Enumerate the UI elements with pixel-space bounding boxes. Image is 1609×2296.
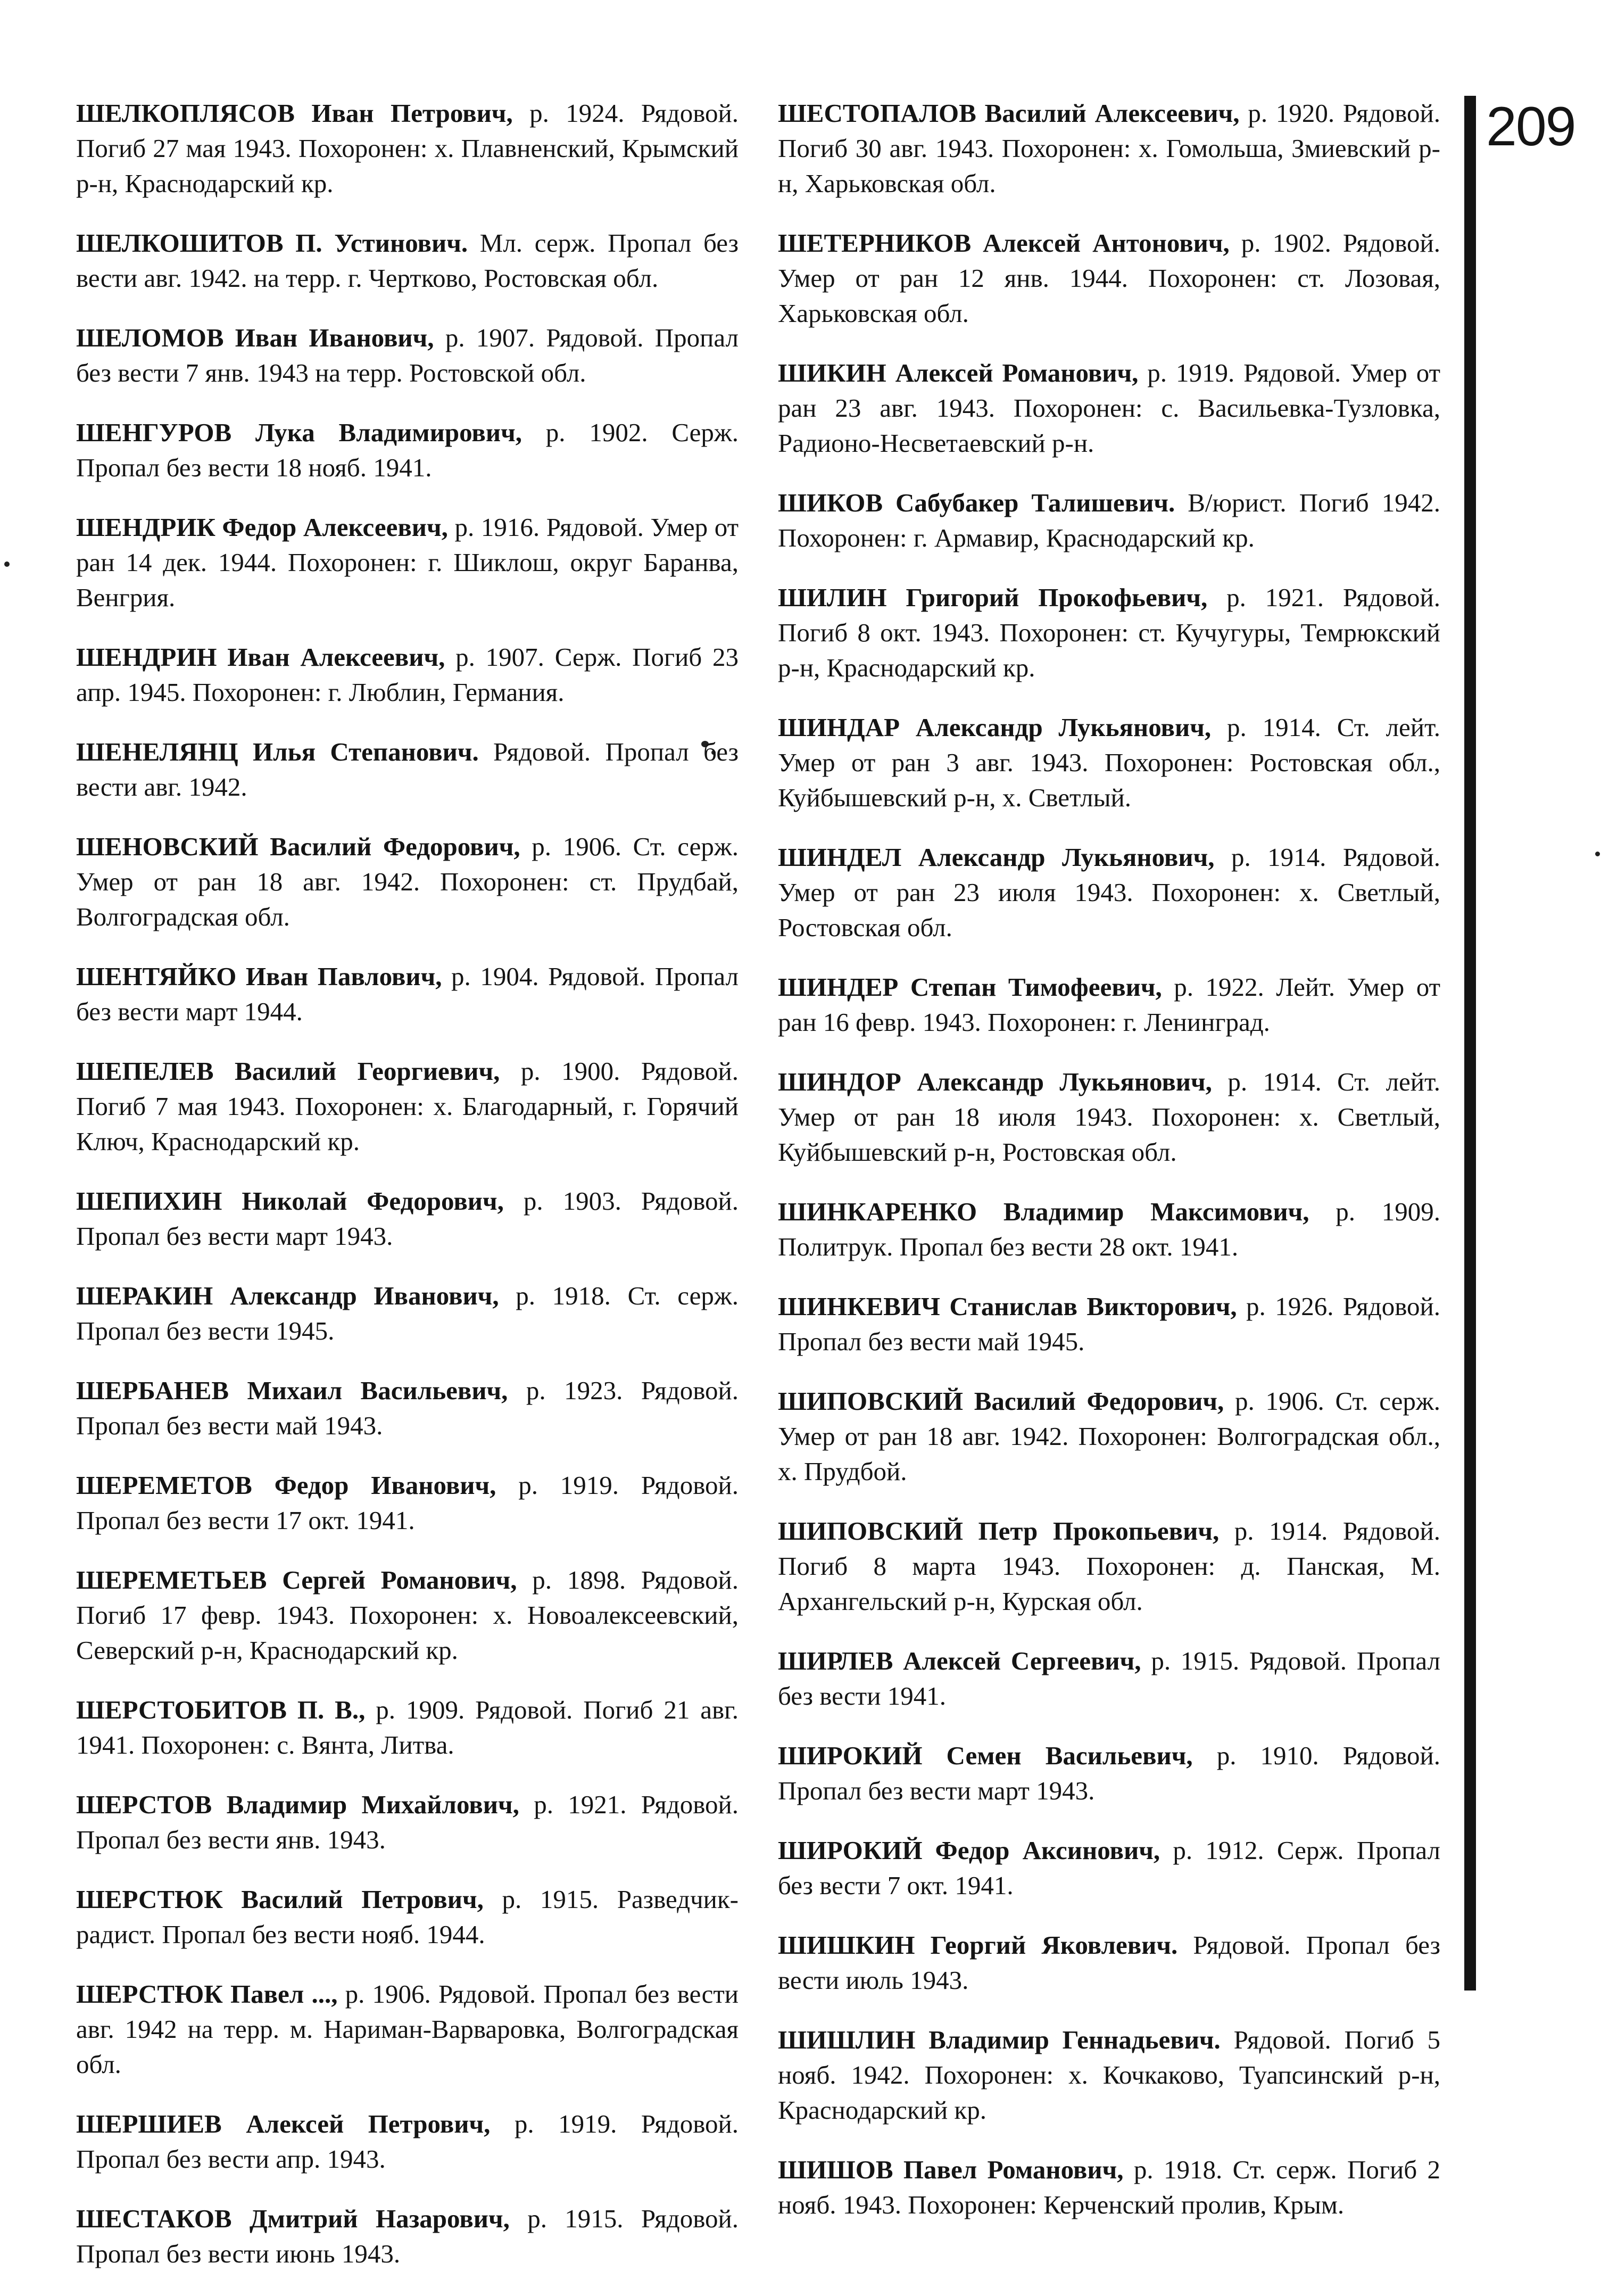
person-details: р. 1902. Рядовой. Умер от ран 12 янв. 1944. Похоронен: ст. Лозовая, Харьковская обл. <box>778 228 1440 328</box>
person-details: р. 1910. Рядовой. Пропал без вести март 1943. <box>778 1741 1440 1805</box>
person-details: р. 1904. Рядовой. Пропал без вести март 1944. <box>76 962 739 1026</box>
obituary-entry <box>76 640 739 710</box>
obituary-entry <box>778 1194 1440 1265</box>
obituary-entry <box>76 1563 739 1668</box>
obituary-entry <box>778 485 1440 556</box>
person-name: ШЕТЕРНИКОВ Алексей Антонович, <box>778 228 1230 258</box>
person-name: ШЕНГУРОВ Лука Владимирович, <box>76 418 522 447</box>
obituary-entry <box>778 356 1440 461</box>
person-details: р. 1923. Рядовой. Пропал без вести май 1943. <box>76 1376 739 1440</box>
person-details: р. 1914. Ст. лейт. Умер от ран 3 авг. 1943. Похоронен: Ростовская обл., Куйбышевский р-н, х. Светлый. <box>778 713 1441 812</box>
person-name: ШИНКАРЕНКО Владимир Максимович, <box>778 1197 1309 1226</box>
person-name: ШИНДАР Александр Лукьянович, <box>778 713 1212 742</box>
person-name: ШИШОВ Павел Романович, <box>778 2155 1124 2184</box>
person-name: ШЕСТАКОВ Дмитрий Назарович, <box>76 2204 510 2233</box>
person-name: ШЕНЕЛЯНЦ Илья Степанович. <box>76 737 479 766</box>
person-details: р. 1919. Рядовой. Пропал без вести 17 окт. 1941. <box>76 1471 739 1535</box>
person-details: р. 1921. Рядовой. Пропал без вести янв. 1943. <box>76 1790 739 1854</box>
person-details: В/юрист. Погиб 1942. Похоронен: г. Армавир, Краснодарский кр. <box>778 488 1440 552</box>
person-name: ШЕПЕЛЕВ Василий Георгиевич, <box>76 1056 500 1086</box>
person-name: ШЕРСТОБИТОВ П. В., <box>76 1695 366 1724</box>
obituary-entry <box>76 510 739 615</box>
person-details: р. 1898. Рядовой. Погиб 17 февр. 1943. Похоронен: х. Новоалексеевский, Северский р-н, Краснодарский кр. <box>76 1565 739 1665</box>
obituary-entry <box>778 226 1440 331</box>
obituary-entry <box>76 959 739 1029</box>
person-details: р. 1912. Серж. Пропал без вести 7 окт. 1941. <box>778 1836 1441 1900</box>
obituary-entry <box>76 320 739 391</box>
person-name: ШЕРСТЮК Василий Петрович, <box>76 1885 484 1914</box>
person-details: р. 1906. Ст. серж. Умер от ран 18 авг. 1942. Похоронен: ст. Прудбай, Волгоградская обл. <box>76 832 739 931</box>
person-details: р. 1909. Политрук. Пропал без вести 28 окт. 1941. <box>778 1197 1440 1261</box>
obituary-entry <box>76 829 739 935</box>
obituary-entry <box>76 2107 739 2177</box>
person-name: ШЕРСТОВ Владимир Михайлович, <box>76 1790 519 1819</box>
person-details: р. 1921. Рядовой. Погиб 8 окт. 1943. Похоронен: ст. Кучугуры, Темрюкский р-н, Краснодарский кр. <box>778 583 1440 682</box>
obituary-entry <box>76 1787 739 1857</box>
person-name: ШЕНОВСКИЙ Василий Федорович, <box>76 832 520 861</box>
person-name: ШЕЛКОПЛЯСОВ Иван Петрович, <box>76 98 513 128</box>
scan-speck <box>4 561 10 567</box>
obituary-entry <box>76 734 739 805</box>
obituary-entry <box>76 226 739 296</box>
person-details: Рядовой. Погиб 5 нояб. 1942. Похоронен: х. Кочкаково, Туапсинский р-н, Краснодарский кр. <box>778 2025 1440 2125</box>
person-name: ШЕНДРИК Федор Алексеевич, <box>76 513 448 542</box>
obituary-entry <box>778 1384 1440 1489</box>
person-name: ШЕРШИЕВ Алексей Петрович, <box>76 2109 491 2138</box>
person-details: р. 1909. Рядовой. Погиб 21 авг. 1941. Похоронен: с. Вянта, Литва. <box>76 1695 739 1760</box>
person-details: р. 1916. Рядовой. Умер от ран 14 дек. 1944. Похоронен: г. Шиклош, округ Баранва, Венгрия. <box>76 513 739 612</box>
obituary-entry <box>76 1184 739 1254</box>
obituary-entry <box>778 580 1440 686</box>
obituary-entry <box>778 1738 1440 1808</box>
person-name: ШИРЛЕВ Алексей Сергеевич, <box>778 1646 1141 1675</box>
obituary-entry <box>778 1643 1440 1714</box>
obituary-entry <box>76 415 739 485</box>
person-name: ШИНДОР Александр Лукьянович, <box>778 1067 1212 1096</box>
person-name: ШЕЛОМОВ Иван Иванович, <box>76 323 434 352</box>
person-name: ШЕСТОПАЛОВ Василий Алексеевич, <box>778 98 1240 128</box>
person-name: ШИЛИН Григорий Прокофьевич, <box>778 583 1208 612</box>
obituary-entry <box>778 1833 1440 1903</box>
person-name: ШЕРБАНЕВ Михаил Васильевич, <box>76 1376 508 1405</box>
person-details: р. 1915. Рядовой. Пропал без вести 1941. <box>778 1646 1441 1711</box>
person-details: р. 1926. Рядовой. Пропал без вести май 1945. <box>778 1292 1440 1356</box>
person-details: р. 1914. Ст. лейт. Умер от ран 18 июля 1943. Похоронен: х. Светлый, Куйбышевский р-н, Ростовская обл. <box>778 1067 1440 1167</box>
person-name: ШИШКИН Георгий Яковлевич. <box>778 1930 1178 1960</box>
right-column <box>778 96 1440 2247</box>
person-name: ШИКОВ Сабубакер Талишевич. <box>778 488 1175 517</box>
person-details: р. 1907. Рядовой. Пропал без вести 7 янв. 1943 на терр. Ростовской обл. <box>76 323 739 387</box>
person-details: р. 1900. Рядовой. Погиб 7 мая 1943. Похоронен: х. Благодарный, г. Горячий Ключ, Краснодарский кр. <box>76 1056 739 1156</box>
person-name: ШЕРЕМЕТЬЕВ Сергей Романович, <box>76 1565 517 1595</box>
person-details: р. 1918. Ст. серж. Пропал без вести 1945. <box>76 1281 739 1345</box>
obituary-entry <box>778 1928 1440 1998</box>
person-details: р. 1906. Ст. серж. Умер от ран 18 авг. 1942. Похоронен: Волгоградская обл., х. Прудбой. <box>778 1386 1440 1486</box>
obituary-entry <box>778 970 1440 1040</box>
person-details: Мл. серж. Пропал без вести авг. 1942. на терр. г. Чертково, Ростовская обл. <box>76 228 739 293</box>
scan-speck <box>1595 852 1600 856</box>
person-name: ШЕРЕМЕТОВ Федор Иванович, <box>76 1471 496 1500</box>
person-name: ШИШЛИН Владимир Геннадьевич. <box>778 2025 1221 2054</box>
obituary-entry <box>76 1278 739 1349</box>
person-details: р. 1919. Рядовой. Пропал без вести апр. 1943. <box>76 2109 739 2174</box>
obituary-entry <box>76 1054 739 1159</box>
person-details: р. 1902. Серж. Пропал без вести 18 нояб. 1941. <box>76 418 739 482</box>
obituary-entry <box>76 1692 739 1763</box>
obituary-entry <box>778 1064 1440 1170</box>
obituary-entry <box>778 2022 1440 2128</box>
person-name: ШИНДЕР Степан Тимофеевич, <box>778 972 1162 1002</box>
person-details: р. 1915. Разведчик-радист. Пропал без вести нояб. 1944. <box>76 1885 739 1949</box>
person-name: ШИКИН Алексей Романович, <box>778 358 1139 387</box>
person-details: р. 1924. Рядовой. Погиб 27 мая 1943. Похоронен: х. Плавненский, Крымский р-н, Краснодарский кр. <box>76 98 739 198</box>
person-details: р. 1914. Рядовой. Умер от ран 23 июля 1943. Похоронен: х. Светлый, Ростовская обл. <box>778 843 1440 942</box>
obituary-entry <box>778 840 1440 945</box>
person-name: ШЕНДРИН Иван Алексеевич, <box>76 642 445 672</box>
person-details: р. 1922. Лейт. Умер от ран 16 февр. 1943. Похоронен: г. Ленинград. <box>778 972 1440 1037</box>
obituary-entry <box>778 2152 1440 2223</box>
person-name: ШЕРАКИН Александр Иванович, <box>76 1281 499 1310</box>
person-details: р. 1918. Ст. серж. Погиб 2 нояб. 1943. Похоронен: Керченский пролив, Крым. <box>778 2155 1440 2219</box>
person-name: ШЕПИХИН Николай Федорович, <box>76 1186 504 1216</box>
obituary-entry <box>76 1977 739 2082</box>
person-name: ШЕНТЯЙКО Иван Павлович, <box>76 962 442 991</box>
obituary-entry <box>778 710 1440 815</box>
obituary-entry <box>76 1882 739 1952</box>
left-column <box>76 96 739 2296</box>
person-details: Рядовой. Пропал без вести авг. 1942. <box>76 737 739 802</box>
person-details: Рядовой. Пропал без вести июль 1943. <box>778 1930 1440 1995</box>
person-name: ШЕЛКОШИТОВ П. Устинович. <box>76 228 468 258</box>
person-details: р. 1915. Рядовой. Пропал без вести июнь 1943. <box>76 2204 739 2268</box>
page-vertical-rule <box>1464 96 1476 1991</box>
person-name: ШИРОКИЙ Семен Васильевич, <box>778 1741 1193 1770</box>
person-name: ШИПОВСКИЙ Петр Прокопьевич, <box>778 1516 1220 1546</box>
person-details: р. 1919. Рядовой. Умер от ран 23 авг. 1943. Похоронен: с. Васильевка-Тузловка, Радионо-Несветаевский р-н. <box>778 358 1440 458</box>
obituary-entry <box>76 96 739 201</box>
obituary-entry <box>778 1289 1440 1359</box>
person-details: р. 1914. Рядовой. Погиб 8 марта 1943. Похоронен: д. Панская, М. Архангельский р-н, Курская обл. <box>778 1516 1440 1616</box>
person-name: ШИНДЕЛ Александр Лукьянович, <box>778 843 1215 872</box>
obituary-entry <box>778 96 1440 201</box>
person-name: ШИРОКИЙ Федор Аксинович, <box>778 1836 1160 1865</box>
obituary-entry <box>76 1468 739 1538</box>
person-details: р. 1903. Рядовой. Пропал без вести март 1943. <box>76 1186 739 1251</box>
person-name: ШИНКЕВИЧ Станислав Викторович, <box>778 1292 1237 1321</box>
person-details: р. 1907. Серж. Погиб 23 апр. 1945. Похоронен: г. Люблин, Германия. <box>76 642 739 707</box>
person-name: ШЕРСТЮК Павел ..., <box>76 1979 338 2009</box>
person-details: р. 1906. Рядовой. Пропал без вести авг. 1942 на терр. м. Нариман-Варваровка, Волгоградская обл. <box>76 1979 739 2079</box>
obituary-entry <box>76 1373 739 1443</box>
obituary-entry <box>778 1514 1440 1619</box>
page-number: 209 <box>1486 96 1575 158</box>
obituary-entry <box>76 2201 739 2272</box>
person-details: р. 1920. Рядовой. Погиб 30 авг. 1943. Похоронен: х. Гомольша, Змиевский р-н, Харьковская обл. <box>778 98 1440 198</box>
person-name: ШИПОВСКИЙ Василий Федорович, <box>778 1386 1224 1416</box>
